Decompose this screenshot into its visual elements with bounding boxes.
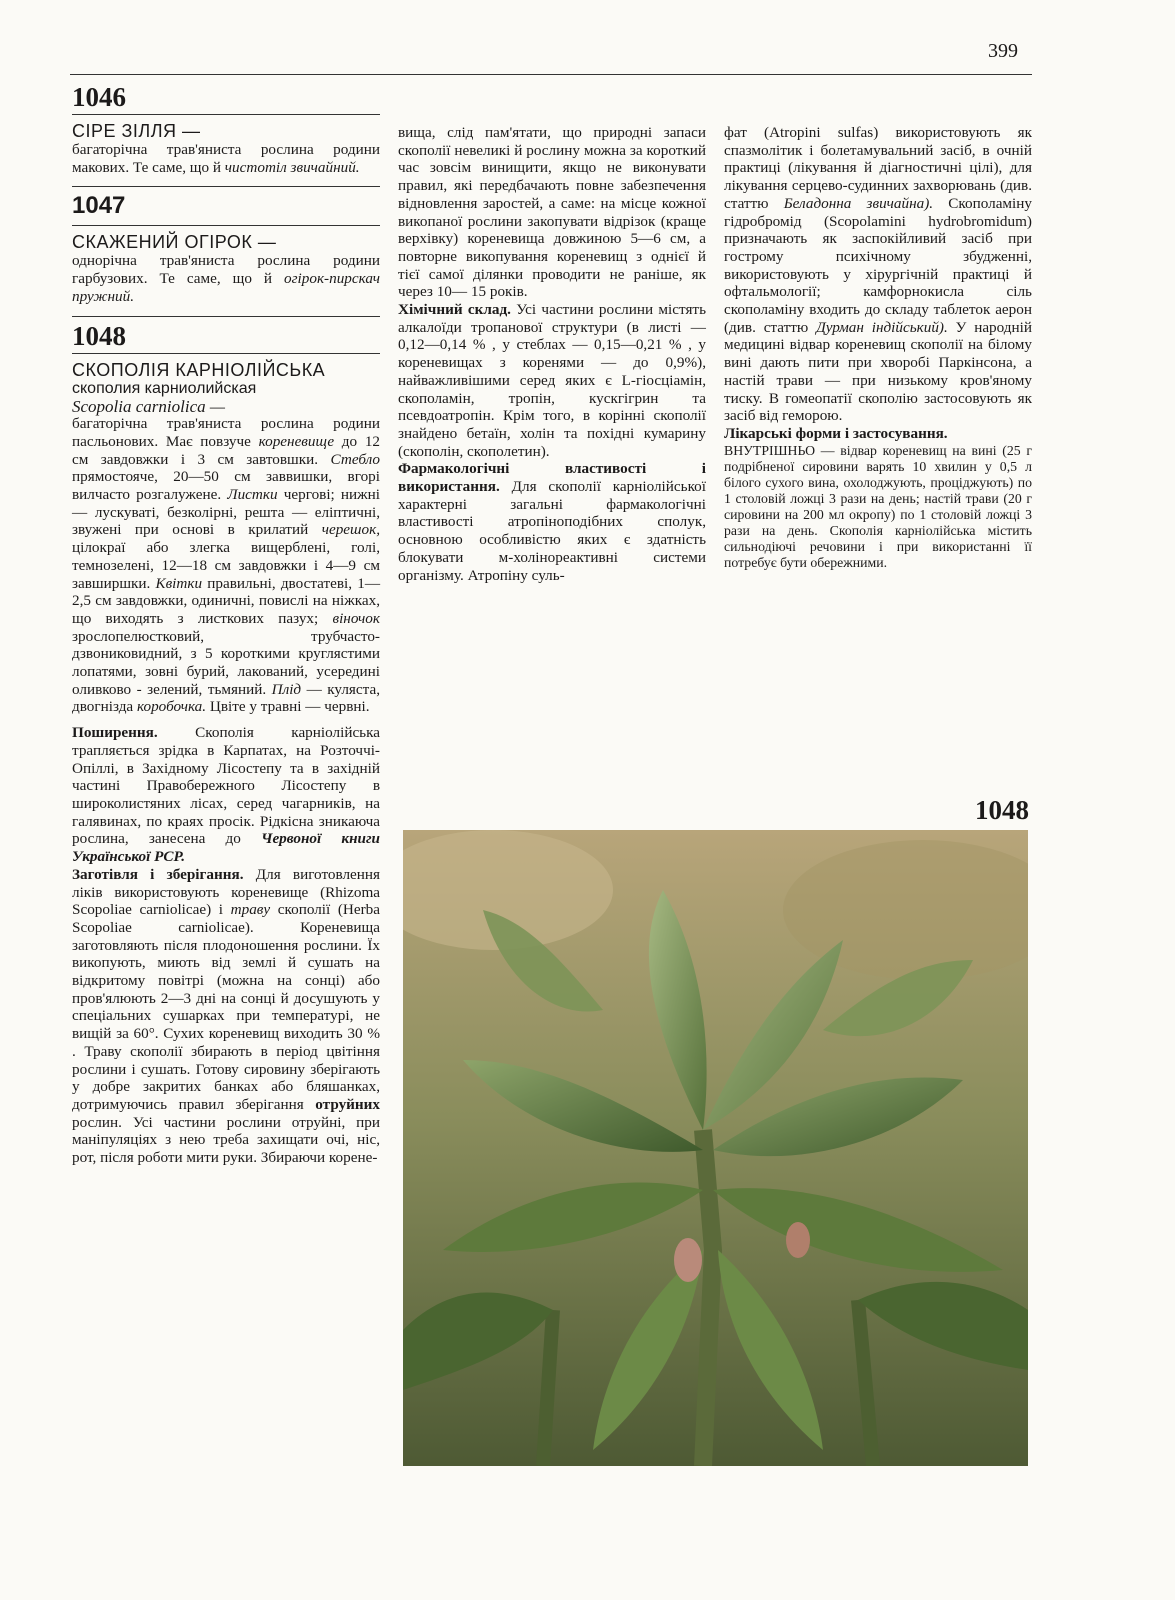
page-number: 399 (988, 40, 1018, 62)
harvest-continued: вища, слід пам'ятати, що природні запаси скополії невеликі й рослину можна за короткий час зовсім винищити, якщо не виконувати правил, які передбачають повне забезпечення відновлення заростей, а саме: на місце кожної викопаної рослини закопувати відрізок (краще верхівку) кореневища довжиною 5—6 см, а повторне викопування кореневищ з однієї й тієї самої ділянки проводити не раніше, як через 10— 15 років. (398, 124, 706, 301)
entry-body-1046: багаторічна трав'яниста рослина родини макових. Те саме, що й чистотіл звичайний. (72, 141, 380, 176)
entry-body-1047: однорічна трав'яниста рослина родини гарбузових. Те саме, що й огірок-пирскач пружний. (72, 252, 380, 305)
entry-title-latin: Scopolia carniolica — (72, 396, 225, 416)
section-forms-heading: Лікарські форми і застосування. (724, 424, 948, 442)
entry-rule (72, 353, 380, 354)
description: багаторічна трав'яниста рослина родини пасльонових. Має повзуче кореневище до 12 см завдовжки і 3 см завтовшки. Стебло прямостояче, 20—50 см заввишки, вгорі вилчасто розгалужене. Листки чергові; нижні — лускуваті, безколірні, решта — еліптичні, звужені при основі в крилатий черешок, цілокраї або злегка вищерблені, голі, темнозелені, 12—18 см завдовжки і 4—9 см завширшки. Квітки правильні, двостатеві, 1—2,5 см завдовжки, одиничні, повислі на ніжках, що виходять з листкових пазух; віночок зрослопелюстковий, трубчасто-дзвониковидний, з 5 короткими круглястими лопатями, зовні бурий, лакований, усередині оливково - зелений, тьмяний. Плід — куляста, двогнізда коробочка. Цвіте у травні — червні. (72, 415, 381, 716)
entry-number-1048: 1048 (72, 320, 126, 351)
top-rule (70, 74, 1032, 75)
entry-title-1048: СКОПОЛІЯ КАРНІОЛІЙСЬКА (72, 359, 326, 380)
section-forms: ВНУТРІШНЬО — відвар кореневищ на вині (25 г подрібненої сировини варять 10 хвилин у 0,5 л білого сухого вина, охолоджують, проціджують) по 1 столовій ложці 3 рази на день; настій трави (20 г сировини на 200 мл окропу) по 1 столовій ложці 3 рази на день. Скополія карніолійська містить сильнодіючі речовини і при використанні її потребує бути обережними. (724, 442, 1032, 570)
section-spread: Поширення. Скополія карніолійська трапляється зрідка в Карпатах, на Розточчі-Опіллі, в Західному Лісостепу та в західній частині Правобережного Лісостепу в широколистяних лісах, серед чагарників, на галявинах, по краях просік. Рідкісна зникаюча рослина, занесена до Червоної книги Української РСР. (72, 724, 381, 866)
entry-rule (72, 186, 380, 187)
entry-title-1047: СКАЖЕНИЙ ОГІРОК — (72, 232, 277, 253)
entry-number-1046: 1046 (72, 82, 126, 112)
cross-reference[interactable]: Беладонна звичайна). (783, 194, 934, 212)
column-1 (72, 82, 380, 1167)
pharmacology-continued: фат (Atropini sulfas) використовують як спазмолітик і болетамувальний засіб, в очній практиці (лікування й діагностичні цілі), для лікування серцево-судинних захворювань (див. статтю Беладонна звичайна). Скополаміну гідробромід (Scopolamini hydrobromidum) призначають як заспокійливий засіб при гострому психічному збудженні, використовують у хірургічній практиці й офтальмології; камфорнокисла сіль скополаміну входить до складу таблеток аерон (див. статтю Дурман індійський). У народній медицині відвар кореневищ скополії на білому вині дають пити при хворобі Паркінсона, а настій трави — при низькому кров'яному тиску. В гомеопатії скополію застосовують як засіб від геморою. (724, 124, 1033, 425)
section-harvest: Заготівля і зберігання. Для виготовлення ліків використовують кореневище (Rhizoma Scopoliae carniolicae) і траву скополії (Herba Scopoliae carniolicae). Кореневища заготовляють після плодоношення рослини. Їх викопують, миють від землі й сушать на відкритому повітрі (можна на сонці) або пров'ялюють 2—3 дні на сонці й досушують у спеціальних сушарках при температурі, не вищій за 60°. Сухих кореневищ виходить 30 % . Траву скополії збирають в період цвітіння рослини і сушать. Готову сировину зберігають у добре закритих банках або бляшанках, дотримуючись правил зберігання отруйних рослин. Усі частини рослини отруйні, при маніпуляціях з нею треба захищати очі, ніс, рот, після роботи мити руки. Збираючи корене- (72, 865, 381, 1167)
entry-number-1047: 1047 (72, 192, 126, 220)
section-pharmacology: Фармакологічні властивості і використання. Для скополії карніолійської характерні загальні фармакологічні властивості атропіноподібних сполук, основною особливістю яких є здатність блокувати м-холінореактивні системи організму. Атропіну суль- (398, 460, 706, 584)
entry-title-ru: скополия карниолийская (72, 379, 257, 397)
entry-rule (72, 114, 380, 115)
cross-reference[interactable]: Дурман індійський). (816, 318, 948, 336)
cross-reference[interactable]: огірок-пирскач пружний. (72, 270, 380, 305)
section-chemistry: Хімічний склад. Усі частини рослини містять алкалоїди тропанової структури (в листі — 0,12—0,14 % , у стеблах — 0,15—0,21 % , у кореневищах з коренями — до 0,9%), найважливішими серед яких є L-гіосціамін, скополамін, тропін, кускгігрин та псевдоатропін. Крім того, в корінні скополії знайдено бетаїн, холін та похідні кумарину (скополін, скополетин). (398, 301, 706, 460)
entry-title-1046: СІРЕ ЗІЛЛЯ — (72, 121, 201, 141)
column-2 (398, 124, 706, 584)
entry-rule (72, 225, 380, 226)
cross-reference[interactable]: чистотіл звичайний. (224, 158, 360, 176)
photo-label: 1048 (975, 795, 1029, 825)
column-3 (724, 124, 1032, 571)
entry-rule (72, 316, 380, 317)
plant-photo (403, 830, 1028, 1466)
